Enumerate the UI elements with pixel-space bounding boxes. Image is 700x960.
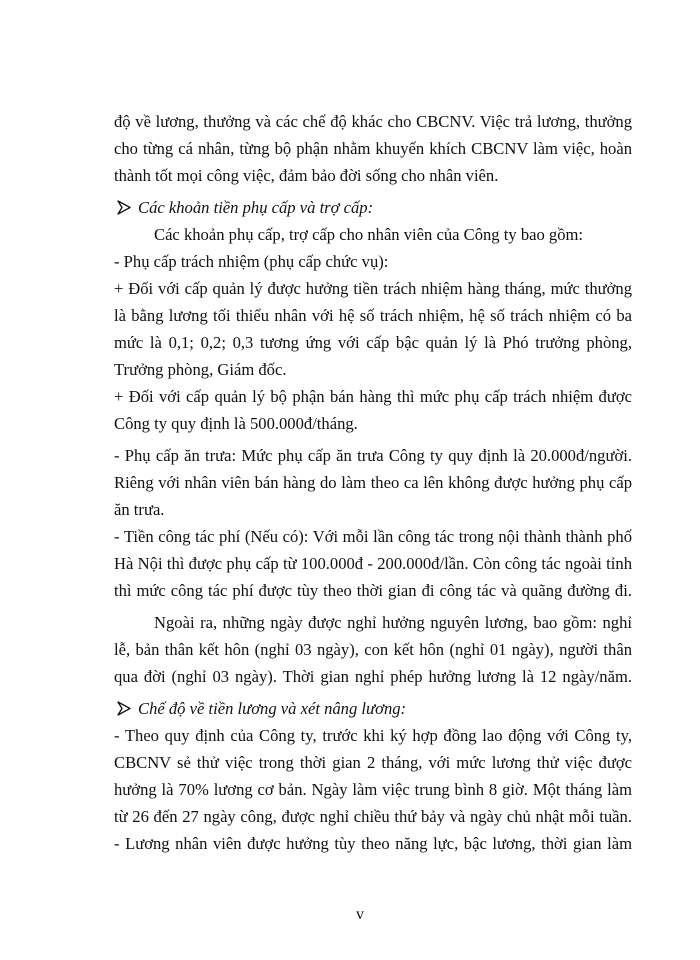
paragraph-line: độ về lương, thưởng và các chế độ khác cho CBCNV. Việc trả lương, thưởng bbox=[114, 112, 632, 131]
paragraph-line: cho từng cá nhân, từng bộ phận nhằm khuyến khích CBCNV làm việc, hoàn bbox=[114, 139, 632, 158]
paragraph-line: Công ty quy định là 500.000đ/tháng. bbox=[114, 414, 358, 433]
paragraph-line: thì mức công tác phí được tùy theo thời gian đi công tác và quãng đường đi. bbox=[114, 581, 632, 600]
paragraph-line: ăn trưa. bbox=[114, 500, 165, 519]
paragraph-line: - Theo quy định của Công ty, trước khi ký hợp đồng lao động với Công ty, bbox=[114, 726, 632, 745]
page-body bbox=[114, 108, 632, 857]
paragraph-line: CBCNV sẻ thử việc trong thời gian 2 tháng, với mức lương thử việc được bbox=[114, 753, 632, 772]
paragraph-line: từ 26 đến 27 ngày công, được nghỉ chiều thứ bảy và ngày chủ nhật mỗi tuần. bbox=[114, 807, 632, 826]
paragraph-line: + Đối với cấp quản lý bộ phận bán hàng thì mức phụ cấp trách nhiệm được bbox=[114, 387, 632, 406]
section-heading-text: Các khoản tiền phụ cấp và trợ cấp: bbox=[138, 198, 374, 217]
paragraph-line: mức là 0,1; 0,2; 0,3 tương ứng với cấp bậc quản lý là Phó trưởng phòng, bbox=[114, 333, 632, 352]
section-heading-text: Chế độ về tiền lương và xét nâng lương: bbox=[138, 699, 407, 718]
paragraph-line: Trưởng phòng, Giám đốc. bbox=[114, 360, 287, 379]
paragraph-line: + Đối với cấp quản lý được hưởng tiền trách nhiệm hàng tháng, mức thưởng bbox=[114, 279, 632, 298]
section-heading-allowances bbox=[114, 194, 632, 221]
page-number: v bbox=[356, 906, 364, 923]
section-heading-salary bbox=[114, 695, 632, 722]
paragraph-line: là bằng lương tối thiểu nhân với hệ số trách nhiệm, hệ số trách nhiệm có ba bbox=[114, 306, 632, 325]
paragraph-line: lễ, bản thân kết hôn (nghỉ 03 ngày), con kết hôn (nghỉ 01 ngày), người thân bbox=[114, 640, 632, 659]
paragraph-line: hưởng là 70% lương cơ bản. Ngày làm việc trung bình 8 giờ. Một tháng làm bbox=[114, 780, 632, 799]
paragraph-line: qua đời (nghỉ 03 ngày). Thời gian nghỉ phép hưởng lương là 12 ngày/năm. bbox=[114, 667, 632, 686]
paragraph-line: - Phụ cấp trách nhiệm (phụ cấp chức vụ): bbox=[114, 252, 389, 271]
paragraph-line: - Tiền công tác phí (Nếu có): Với mỗi lần công tác trong nội thành thành phố bbox=[114, 527, 632, 546]
paragraph-line: Hà Nội thì được phụ cấp từ 100.000đ - 200.000đ/lần. Còn công tác ngoài tỉnh bbox=[114, 554, 632, 573]
paragraph-line: - Phụ cấp ăn trưa: Mức phụ cấp ăn trưa Công ty quy định là 20.000đ/người. bbox=[114, 446, 632, 465]
paragraph-line: Ngoài ra, những ngày được nghỉ hưởng nguyên lương, bao gồm: nghỉ bbox=[154, 613, 632, 632]
paragraph-line: Riêng với nhân viên bán hàng do làm theo ca lên không được hưởng phụ cấp bbox=[114, 473, 632, 492]
paragraph-line: - Lương nhân viên được hưởng tùy theo năng lực, bậc lương, thời gian làm bbox=[114, 834, 632, 853]
arrow-bullet-icon bbox=[114, 194, 134, 221]
paragraph-line: thành tốt mọi công việc, đảm bảo đời sống cho nhân viên. bbox=[114, 166, 499, 185]
arrow-bullet-icon bbox=[114, 695, 134, 722]
paragraph-line: Các khoản phụ cấp, trợ cấp cho nhân viên của Công ty bao gồm: bbox=[154, 225, 584, 244]
